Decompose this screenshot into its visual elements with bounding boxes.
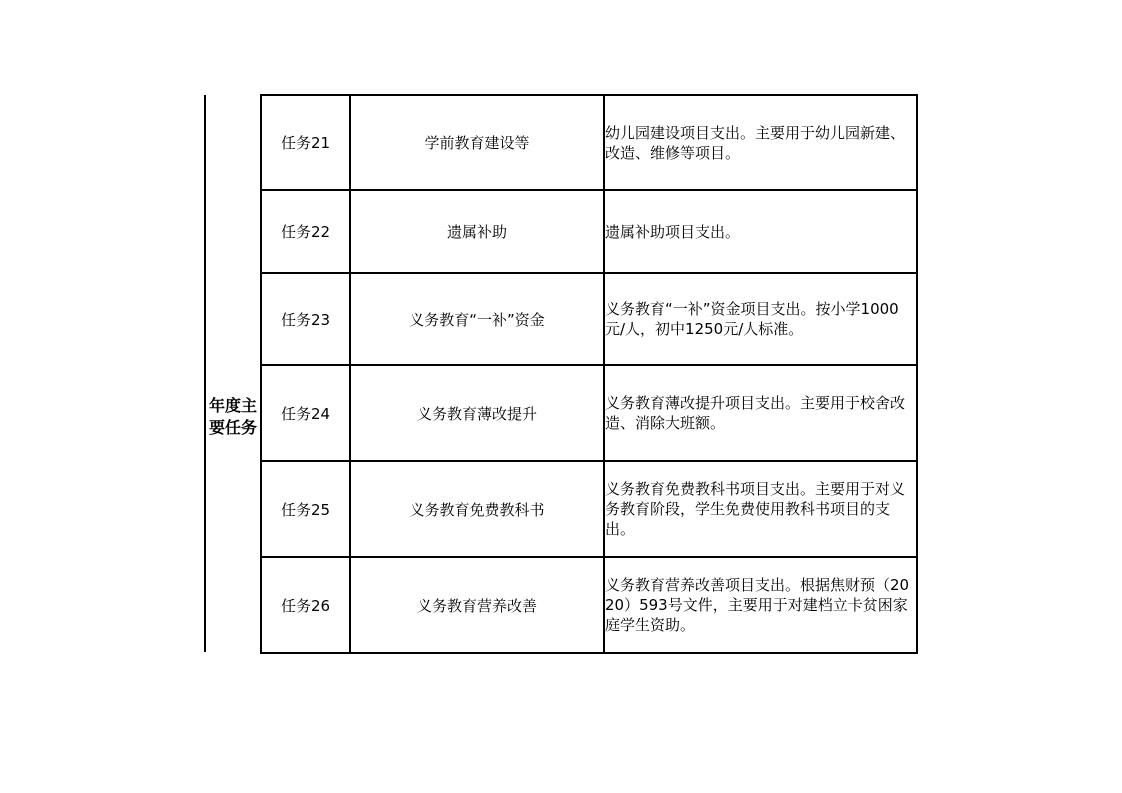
table-row: [261, 461, 917, 557]
task-description-text: 义务教育“一补”资金项目支出。按小学1000元/人，初中1250元/人标准。: [605, 300, 899, 338]
task-description: [604, 190, 917, 273]
task-description: [604, 557, 917, 653]
task-description: [604, 95, 917, 190]
table-row: [261, 95, 917, 190]
task-description: [604, 461, 917, 557]
task-name: 义务教育免费教科书: [350, 461, 604, 557]
table-row: [261, 557, 917, 653]
task-name: 义务教育薄改提升: [350, 365, 604, 461]
task-id: 任务23: [261, 273, 350, 365]
group-divider-line: [204, 95, 206, 652]
table-row: [261, 365, 917, 461]
task-name: 遗属补助: [350, 190, 604, 273]
task-description: [604, 273, 917, 365]
task-id: 任务26: [261, 557, 350, 653]
task-id: 任务21: [261, 95, 350, 190]
task-id: 任务25: [261, 461, 350, 557]
task-name: 学前教育建设等: [350, 95, 604, 190]
task-table: [260, 94, 918, 654]
task-id: 任务24: [261, 365, 350, 461]
table-row: [261, 273, 917, 365]
task-id: 任务22: [261, 190, 350, 273]
task-description: [604, 365, 917, 461]
table-row: [261, 190, 917, 273]
task-description-text: 遗属补助项目支出。: [605, 222, 741, 241]
task-name: 义务教育营养改善: [350, 557, 604, 653]
group-label: 年度主要任务: [208, 396, 257, 437]
task-description-text: 义务教育免费教科书项目支出。主要用于对义务教育阶段，学生免费使用教科书项目的支出。: [605, 480, 906, 538]
task-description-text: 幼儿园建设项目支出。主要用于幼儿园新建、改造、维修等项目。: [605, 123, 906, 162]
task-name: 义务教育“一补”资金: [350, 273, 604, 365]
task-description-text: 义务教育薄改提升项目支出。主要用于校舍改造、消除大班额。: [605, 394, 906, 432]
task-description-text: 义务教育营养改善项目支出。根据焦财预（2020）593号文件，主要用于对建档立卡贫困家庭学生资助。: [605, 576, 910, 634]
